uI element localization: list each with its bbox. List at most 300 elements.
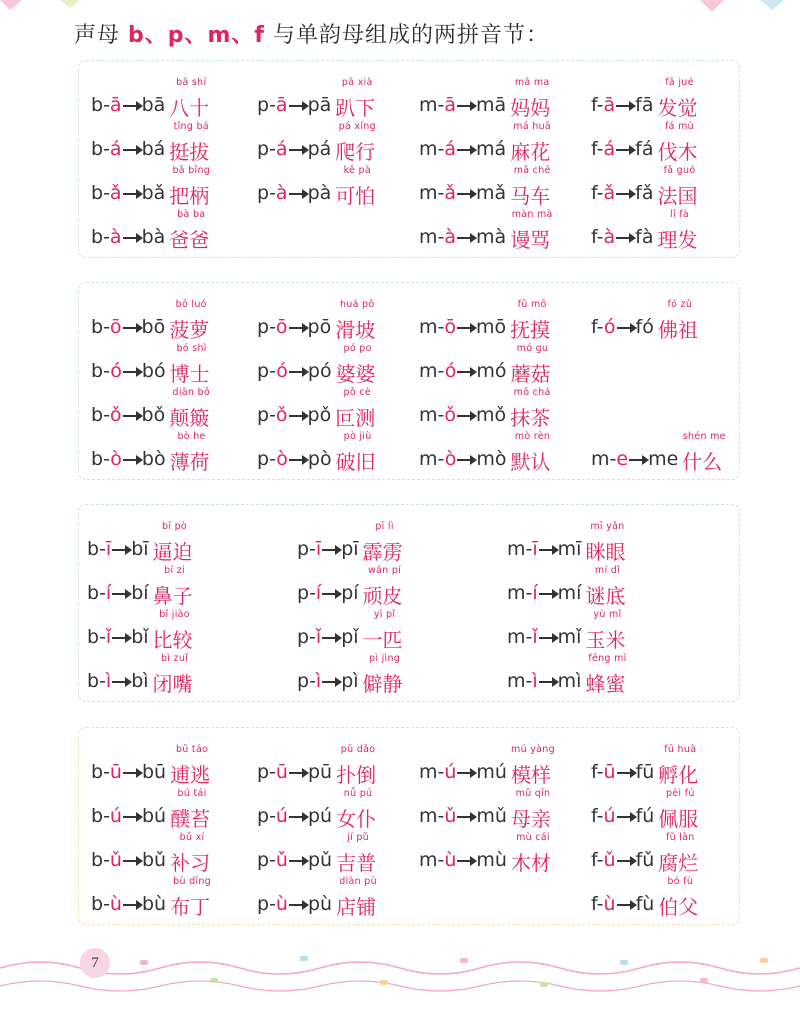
pinyin-annotation: bú tái [177, 788, 207, 799]
example-word [657, 121, 702, 164]
arrow-icon [617, 904, 635, 906]
vowel: ó [444, 360, 457, 382]
pinyin-annotation: fā jué [665, 77, 694, 88]
initial-consonant: m [507, 626, 526, 648]
pinyin-annotation: jí pǔ [347, 832, 369, 843]
spelling-formula [91, 805, 166, 827]
pinyin-annotation: kě pà [343, 165, 371, 176]
pinyin-annotation: diàn pù [339, 876, 377, 887]
hanzi-word: 逼迫 [152, 540, 193, 564]
syllable: má [476, 138, 507, 160]
syllable: fǔ [635, 849, 655, 871]
arrow-icon [539, 593, 557, 595]
hanzi-word: 颠簸 [169, 406, 210, 430]
syllable: mò [476, 448, 507, 470]
pinyin-annotation: lǐ fà [670, 209, 689, 220]
syllable: bó [141, 360, 166, 382]
vowel: á [109, 138, 122, 160]
dash: - [269, 94, 276, 116]
arrow-icon [123, 371, 141, 373]
arrow-icon [322, 637, 340, 639]
initial-consonant: f [591, 805, 597, 827]
syllable: mù [476, 849, 507, 871]
pinyin-annotation: fó zǔ [667, 299, 693, 310]
syllable: mī [557, 538, 582, 560]
arrow-icon [457, 371, 475, 373]
arrow-icon [616, 105, 634, 107]
hanzi-word: 蘑菇 [510, 362, 551, 386]
example-word [169, 387, 213, 430]
arrow-icon [457, 415, 475, 417]
pinyin-annotation: wán pí [367, 565, 402, 576]
arrow-icon [457, 816, 475, 818]
hanzi-word: 母亲 [510, 807, 551, 831]
vowel: ī [315, 538, 322, 560]
example-word [336, 788, 380, 831]
spelling-formula [257, 404, 331, 426]
pinyin-annotation: pā xià [341, 77, 373, 88]
dash: - [269, 448, 277, 470]
dash: - [596, 138, 604, 160]
hanzi-word: 挺拔 [169, 140, 210, 164]
syllable: mó [476, 360, 507, 382]
page-number: 7 [80, 948, 110, 978]
example-word [510, 788, 555, 831]
example-word [362, 521, 407, 564]
initial-consonant: f [591, 849, 597, 871]
spelling-formula [507, 538, 581, 560]
pinyin-annotation: pì jìng [368, 653, 401, 664]
initial-consonant: b [91, 761, 104, 783]
example-word [335, 121, 379, 164]
dash: - [103, 893, 110, 915]
vowel: ú [109, 805, 122, 827]
dash: - [99, 582, 106, 604]
vowel: ò [444, 448, 457, 470]
initial-consonant: f [591, 138, 597, 160]
spelling-formula [91, 849, 166, 871]
arrow-icon [123, 860, 141, 862]
syllable: fù [635, 893, 655, 915]
spelling-formula [87, 670, 149, 692]
pinyin-annotation: mú yàng [511, 744, 555, 755]
pinyin-annotation: pò jiù [343, 431, 372, 442]
example-word [510, 299, 554, 342]
dash: - [103, 138, 110, 160]
initial-consonant: p [257, 94, 270, 116]
example-word [362, 609, 407, 652]
hanzi-word: 默认 [510, 450, 551, 474]
hanzi-word: 伯父 [658, 895, 699, 919]
vowel: à [444, 226, 457, 248]
example-word [335, 387, 379, 430]
syllable: pá [307, 138, 332, 160]
spelling-formula [257, 360, 332, 382]
syllable: pù [307, 893, 333, 915]
example-word [585, 609, 629, 652]
initial-consonant: b [91, 893, 104, 915]
initial-consonant: b [91, 849, 104, 871]
spelling-formula [87, 582, 149, 604]
example-word [169, 165, 213, 208]
hanzi-word: 博士 [169, 362, 210, 386]
dash: - [309, 626, 316, 648]
spelling-formula [297, 538, 359, 560]
hanzi-word: 店铺 [336, 895, 377, 919]
hanzi-word: 菠萝 [169, 318, 210, 342]
vowel: í [105, 582, 112, 604]
example-word [658, 788, 702, 831]
syllable: pò [307, 448, 332, 470]
syllable: pī [341, 538, 359, 560]
hanzi-word: 八十 [169, 96, 210, 120]
hanzi-word: 顽皮 [362, 584, 403, 608]
example-word [336, 876, 380, 919]
initial-consonant: p [257, 448, 270, 470]
arrow-icon [457, 327, 475, 329]
initial-consonant: m [419, 182, 438, 204]
dash: - [269, 138, 276, 160]
section-a-vowel [78, 60, 740, 258]
arrow-icon [123, 904, 141, 906]
dash: - [269, 360, 277, 382]
hanzi-word: 佛祖 [657, 318, 698, 342]
arrow-icon [289, 904, 307, 906]
spelling-formula [91, 404, 165, 426]
vowel: ǎ [109, 182, 122, 204]
syllable: pǒ [307, 404, 332, 426]
dash: - [596, 316, 604, 338]
pinyin-annotation: bā shí [176, 77, 207, 88]
pinyin-annotation: mù cái [516, 832, 550, 843]
arrow-icon [617, 772, 635, 774]
initial-consonant: b [91, 316, 104, 338]
hanzi-word: 吉普 [336, 851, 377, 875]
syllable: fā [635, 94, 654, 116]
example-word [510, 121, 554, 164]
vowel: ǔ [109, 849, 122, 871]
syllable: pú [307, 805, 333, 827]
pinyin-annotation: mí dǐ [594, 565, 620, 576]
hanzi-word: 理发 [657, 228, 698, 252]
section-i-vowel [78, 504, 740, 702]
spelling-formula [257, 182, 331, 204]
arrow-icon [289, 459, 307, 461]
dash: - [437, 94, 445, 116]
syllable: mì [557, 670, 582, 692]
initial-consonant: f [591, 316, 597, 338]
spelling-formula [507, 670, 581, 692]
hanzi-word: 爸爸 [169, 228, 210, 252]
syllable: pì [341, 670, 359, 692]
pinyin-annotation: bǔ xí [179, 832, 205, 843]
initial-consonant: p [257, 893, 270, 915]
dash: - [99, 670, 106, 692]
syllable: bù [141, 893, 167, 915]
syllable: mǎ [476, 182, 507, 204]
arrow-icon [112, 681, 130, 683]
dash: - [103, 761, 110, 783]
example-word [169, 121, 213, 164]
spelling-formula [419, 805, 507, 827]
vowel: e [616, 448, 629, 470]
initial-consonant: m [419, 138, 438, 160]
vowel: á [444, 138, 457, 160]
syllable: fú [635, 805, 655, 827]
arrow-icon [123, 193, 141, 195]
pinyin-annotation: pī lì [375, 521, 394, 532]
hanzi-word: 逋逃 [170, 763, 211, 787]
dash: - [103, 849, 110, 871]
hanzi-word: 婆婆 [335, 362, 376, 386]
dash: - [103, 404, 110, 426]
spelling-formula [419, 138, 506, 160]
hanzi-word: 僻静 [362, 672, 403, 696]
example-word [170, 832, 214, 875]
dash: - [269, 893, 276, 915]
dash: - [437, 138, 445, 160]
dash: - [103, 226, 110, 248]
arrow-icon [617, 816, 635, 818]
spelling-formula [591, 226, 654, 248]
spelling-formula [91, 182, 165, 204]
spelling-formula [419, 849, 507, 871]
example-word [658, 744, 702, 787]
vowel: ǐ [315, 626, 322, 648]
example-word [335, 77, 379, 120]
dash: - [437, 226, 445, 248]
spelling-formula [257, 805, 332, 827]
syllable: pà [307, 182, 332, 204]
dash: - [525, 538, 533, 560]
spelling-formula [91, 94, 165, 116]
dash: - [269, 404, 276, 426]
dash: - [596, 182, 604, 204]
syllable: bò [141, 448, 166, 470]
vowel: ù [444, 849, 457, 871]
pinyin-annotation: tǐng bá [173, 121, 209, 132]
syllable: mà [476, 226, 507, 248]
vowel: ī [105, 538, 112, 560]
pinyin-annotation: bù dīng [173, 876, 212, 887]
hanzi-word: 妈妈 [510, 96, 551, 120]
pinyin-annotation: màn mà [511, 209, 553, 220]
initial-consonant: m [419, 360, 438, 382]
initial-consonant: m [419, 849, 438, 871]
dash: - [269, 805, 276, 827]
pinyin-annotation: fū huà [664, 744, 697, 755]
initial-consonant: b [91, 448, 104, 470]
arrow-icon [322, 593, 340, 595]
hanzi-word: 补习 [170, 851, 211, 875]
dash: - [269, 182, 276, 204]
vowel: ǔ [275, 849, 288, 871]
spelling-formula [257, 138, 331, 160]
spelling-formula [91, 226, 165, 248]
example-word [336, 744, 380, 787]
vowel: ǒ [275, 404, 288, 426]
initial-consonant: m [419, 805, 438, 827]
example-word [510, 387, 554, 430]
initial-consonant: m [419, 94, 438, 116]
hanzi-word: 一匹 [362, 628, 403, 652]
example-word [510, 832, 555, 875]
arrow-icon [457, 149, 475, 151]
vowel: ú [444, 761, 457, 783]
spelling-formula [87, 538, 149, 560]
arrow-icon [539, 681, 557, 683]
spelling-formula [91, 360, 166, 382]
vowel: í [315, 582, 322, 604]
spelling-formula [419, 226, 506, 248]
example-word [362, 653, 407, 696]
pinyin-annotation: pèi fú [665, 788, 695, 799]
dash: - [103, 360, 111, 382]
initial-consonant: f [591, 94, 597, 116]
vowel: ò [276, 448, 288, 470]
example-word [335, 165, 379, 208]
vowel: ó [603, 316, 616, 338]
dash: - [269, 761, 276, 783]
syllable: bǎ [141, 182, 166, 204]
example-word [657, 209, 702, 252]
syllable: fá [635, 138, 654, 160]
spelling-formula [91, 761, 166, 783]
pinyin-annotation: bī pò [162, 521, 188, 532]
initial-consonant: m [507, 538, 526, 560]
vowel: ǔ [603, 849, 616, 871]
example-word [169, 209, 213, 252]
vowel: ù [275, 893, 288, 915]
syllable: bǐ [131, 626, 149, 648]
spelling-formula [297, 626, 359, 648]
vowel: ú [275, 805, 288, 827]
bottom-wave-decoration [0, 938, 800, 1018]
example-word [170, 788, 214, 831]
vowel: ì [315, 670, 322, 692]
arrow-icon [112, 637, 130, 639]
syllable: bí [131, 582, 149, 604]
syllable: bà [141, 226, 166, 248]
pinyin-annotation: mò rèn [514, 431, 551, 442]
initial-consonant: m [419, 448, 438, 470]
arrow-icon [289, 816, 307, 818]
arrow-icon [617, 860, 635, 862]
syllable: mǐ [557, 626, 582, 648]
arrow-icon [457, 105, 475, 107]
top-decoration [0, 0, 800, 14]
pinyin-annotation: bò he [177, 431, 206, 442]
arrow-icon [112, 549, 130, 551]
example-word [169, 431, 214, 474]
hanzi-word: 滑坡 [335, 318, 376, 342]
vowel: ō [275, 316, 288, 338]
syllable: fà [635, 226, 654, 248]
dash: - [437, 805, 445, 827]
initial-consonant: m [507, 582, 526, 604]
pinyin-annotation: bó shì [176, 343, 207, 354]
pinyin-annotation: bǐ jiào [159, 609, 190, 620]
syllable: bá [141, 138, 166, 160]
spelling-formula [591, 138, 654, 160]
initial-consonant: b [87, 582, 100, 604]
example-word [170, 876, 214, 919]
spelling-formula [257, 761, 332, 783]
initial-consonant: b [91, 94, 104, 116]
syllable: bǒ [141, 404, 166, 426]
spelling-formula [591, 316, 654, 338]
vowel: ū [109, 761, 122, 783]
pinyin-annotation: bǎ bǐng [172, 165, 211, 176]
dash: - [437, 849, 445, 871]
spelling-formula [507, 582, 581, 604]
initial-consonant: p [297, 626, 310, 648]
dash: - [525, 582, 533, 604]
spelling-formula [419, 360, 507, 382]
example-word [362, 565, 407, 608]
example-word [510, 209, 554, 252]
arrow-icon [289, 105, 307, 107]
syllable: mú [476, 761, 507, 783]
syllable: pǐ [341, 626, 359, 648]
pinyin-annotation: fǎ guó [663, 165, 696, 176]
spelling-formula [257, 448, 332, 470]
example-word [335, 299, 379, 342]
dash: - [437, 404, 445, 426]
arrow-icon [289, 327, 307, 329]
initial-consonant: p [297, 582, 310, 604]
vowel: ì [105, 670, 112, 692]
arrow-icon [289, 193, 307, 195]
syllable: mǒ [476, 404, 507, 426]
syllable: pā [307, 94, 332, 116]
dash: - [525, 626, 533, 648]
hanzi-word: 趴下 [335, 96, 376, 120]
initial-consonant: b [87, 626, 100, 648]
arrow-icon [289, 371, 307, 373]
hanzi-word: 木材 [510, 851, 551, 875]
hanzi-word: 眯眼 [585, 540, 626, 564]
vowel: à [109, 226, 122, 248]
dash: - [103, 94, 110, 116]
pinyin-annotation: bí zi [164, 565, 185, 576]
dash: - [309, 582, 316, 604]
spelling-formula [591, 448, 678, 470]
hanzi-word: 玉米 [585, 628, 626, 652]
spelling-formula [419, 182, 506, 204]
page-title [74, 18, 549, 49]
arrow-icon [539, 637, 557, 639]
hanzi-word: 霹雳 [362, 540, 403, 564]
hanzi-word: 发觉 [657, 96, 698, 120]
syllable: fū [635, 761, 655, 783]
title-prefix: 声母 [74, 23, 128, 48]
dash: - [437, 448, 445, 470]
arrow-icon [616, 237, 634, 239]
vowel: ā [109, 94, 122, 116]
vowel: ō [109, 316, 122, 338]
spelling-formula [591, 805, 654, 827]
pinyin-annotation: shén me [682, 431, 726, 442]
dash: - [103, 805, 110, 827]
arrow-icon [457, 860, 475, 862]
vowel: ò [110, 448, 122, 470]
example-word [335, 343, 380, 386]
pinyin-annotation: bó fù [667, 876, 694, 887]
pinyin-annotation: má huā [513, 121, 552, 132]
vowel: ǔ [444, 805, 457, 827]
vowel: ó [276, 360, 288, 382]
